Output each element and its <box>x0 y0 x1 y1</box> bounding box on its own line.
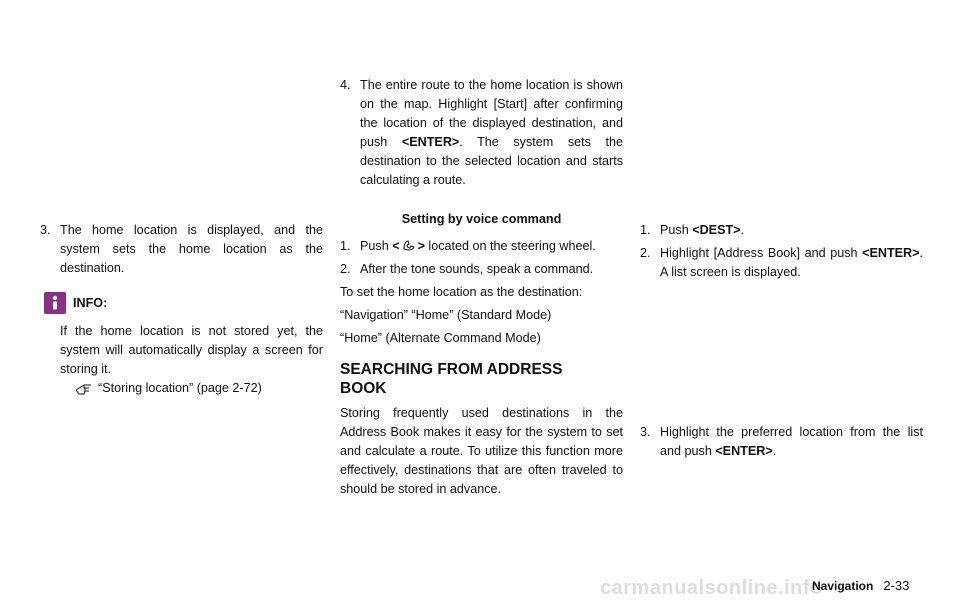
step-text-post: . <box>772 444 777 458</box>
pointing-hand-icon <box>75 383 93 395</box>
enter-key: <ENTER> <box>401 135 460 149</box>
address-step-1 <box>640 221 923 240</box>
step-number: 1. <box>340 239 351 253</box>
address-step-3 <box>640 423 923 461</box>
info-person-icon <box>44 292 66 314</box>
step-number: 2. <box>340 262 351 276</box>
step-text-post: . A list screen is displayed. <box>660 246 923 279</box>
enter-key: <ENTER> <box>862 246 920 260</box>
step-text <box>660 244 923 282</box>
step-text: The home location is displayed, and the system sets the home location as the destination. <box>60 223 323 275</box>
step-text-post: . <box>740 223 745 237</box>
talk-switch-icon <box>402 239 416 251</box>
info-header <box>40 292 323 314</box>
page-footer <box>812 576 909 596</box>
right-column <box>640 221 923 461</box>
step-text <box>360 76 623 190</box>
step-text-pre: The entire route to the home location is shown on the map. Highlight [Start] after confirming the location of the displayed destination, and push <box>360 78 623 149</box>
key-open: < <box>392 239 400 253</box>
step-text-pre: Push <box>360 239 393 253</box>
step-number: 3. <box>40 223 51 237</box>
key-close: > <box>417 239 425 253</box>
left-column <box>40 221 323 398</box>
voice-command-alternate: “Home” (Alternate Command Mode) <box>340 331 541 345</box>
step-number: 2. <box>640 246 651 260</box>
page-number: 2-33 <box>883 578 910 593</box>
step-number: 1. <box>640 223 651 237</box>
xref-text: “Storing location” (page 2-72) <box>98 381 262 395</box>
section-heading: SEARCHING FROM ADDRESS BOOK <box>340 361 563 397</box>
step-text-pre: Highlight the preferred location from the list and push <box>660 425 923 458</box>
info-text: If the home location is not stored yet, the system will automatically display a screen for storing it. <box>60 324 323 376</box>
footer-section: Navigation <box>812 579 874 593</box>
step-text-post: located on the steering wheel. <box>424 239 596 253</box>
step-text-post: . The system sets the destination to the selected location and starts calculating a route. <box>360 135 623 187</box>
address-step-2 <box>640 244 923 282</box>
step-4-route-shown <box>340 76 623 190</box>
enter-key: <ENTER> <box>715 444 773 458</box>
voice-command-heading: Setting by voice command <box>401 212 562 226</box>
middle-column <box>340 76 623 499</box>
step-3-home-displayed <box>40 221 323 278</box>
step-text-pre: Highlight [Address Book] and push <box>660 246 863 260</box>
step-number: 4. <box>340 78 351 92</box>
cross-reference[interactable] <box>40 379 323 398</box>
dest-key: <DEST> <box>692 223 741 237</box>
voice-step-1 <box>340 237 623 256</box>
voice-command-standard: “Navigation” “Home” (Standard Mode) <box>340 308 552 322</box>
step-text <box>360 237 623 256</box>
step-number: 3. <box>640 425 651 439</box>
step-text <box>660 423 923 461</box>
step-text: After the tone sounds, speak a command. <box>360 262 594 276</box>
step-text-pre: Push <box>660 223 693 237</box>
info-label: INFO: <box>73 295 108 310</box>
section-text: Storing frequently used destinations in the Address Book makes it easy for the system to set and calculate a route. To utilize this function more effectively, destinations that are often traveled to should be stored in advance. <box>340 406 623 496</box>
watermark: carmanualsonline.info <box>600 577 823 599</box>
voice-intro: To set the home location as the destination: <box>340 285 583 299</box>
voice-step-2 <box>340 260 623 279</box>
step-text <box>660 221 923 240</box>
